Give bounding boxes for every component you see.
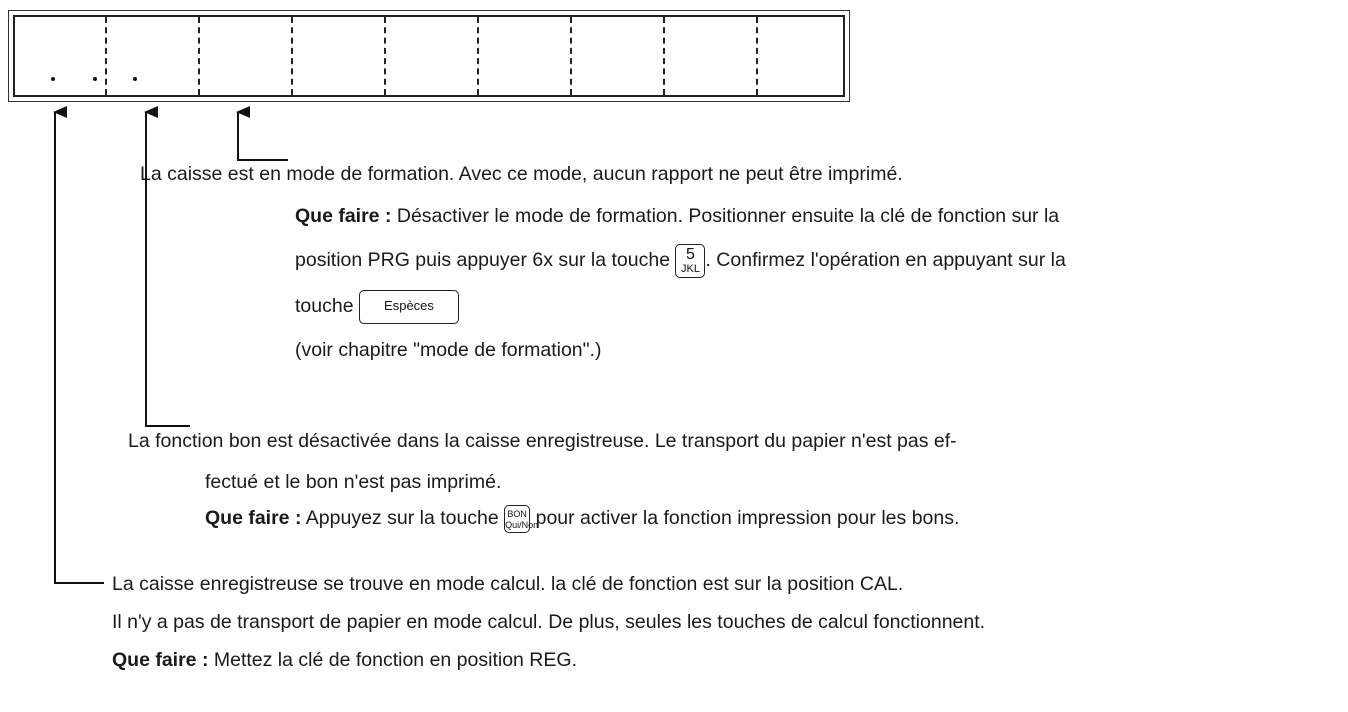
todo-label: Que faire : <box>205 507 302 530</box>
training-line-1 <box>140 162 903 186</box>
arrow-receipt <box>146 112 190 426</box>
training-line-2 <box>295 204 1059 228</box>
receipt-todo-text: pour activer la fonction impression pour les bons. <box>535 507 960 530</box>
training-line-5 <box>295 338 601 362</box>
training-todo-text: . Confirmez l'opération en appuyant sur la <box>705 249 1066 272</box>
training-todo-text: touche <box>295 295 354 318</box>
training-todo-text: position PRG puis appuyer 6x sur la touche <box>295 249 671 272</box>
training-line-3 <box>295 244 1066 278</box>
calc-todo-text: Mettez la clé de fonction en position REG. <box>213 649 577 671</box>
key-bon <box>504 505 539 533</box>
calc-line-3 <box>112 648 577 672</box>
training-line-4 <box>295 290 459 324</box>
key-5-digit: 5 <box>686 246 695 263</box>
training-todo-text: Désactiver le mode de formation. Positionner ensuite la clé de fonction sur la <box>396 205 1060 227</box>
training-text: La caisse est en mode de formation. Avec ce mode, aucun rapport ne peut être imprimé. <box>140 163 903 185</box>
key-bon-bottom: Qui/Non <box>505 520 539 530</box>
arrow-calc <box>55 112 104 583</box>
receipt-todo-text: Appuyez sur la touche <box>305 507 499 530</box>
receipt-line-1 <box>128 429 957 453</box>
receipt-line-3 <box>205 505 959 533</box>
todo-label: Que faire : <box>112 649 209 671</box>
receipt-text: fectué et le bon n'est pas imprimé. <box>205 471 502 493</box>
arrow-training <box>238 112 288 160</box>
calc-line-2 <box>112 610 985 634</box>
key-5-jkl <box>675 244 705 278</box>
todo-label: Que faire : <box>295 205 392 227</box>
key-bon-top: BON <box>507 509 527 519</box>
calc-text: Il n'y a pas de transport de papier en mode calcul. De plus, seules les touches de calcul fonctionnent. <box>112 611 986 633</box>
receipt-line-2 <box>205 470 501 494</box>
training-reference: (voir chapitre "mode de formation".) <box>295 339 602 361</box>
calc-text: La caisse enregistreuse se trouve en mode calcul. la clé de fonction est sur la position CAL. <box>112 573 904 595</box>
key-especes: Espèces <box>359 290 459 324</box>
receipt-text: La fonction bon est désactivée dans la caisse enregistreuse. Le transport du papier n'est pas ef- <box>128 430 957 452</box>
calc-line-1 <box>112 572 903 596</box>
key-5-letters: JKL <box>680 263 700 275</box>
